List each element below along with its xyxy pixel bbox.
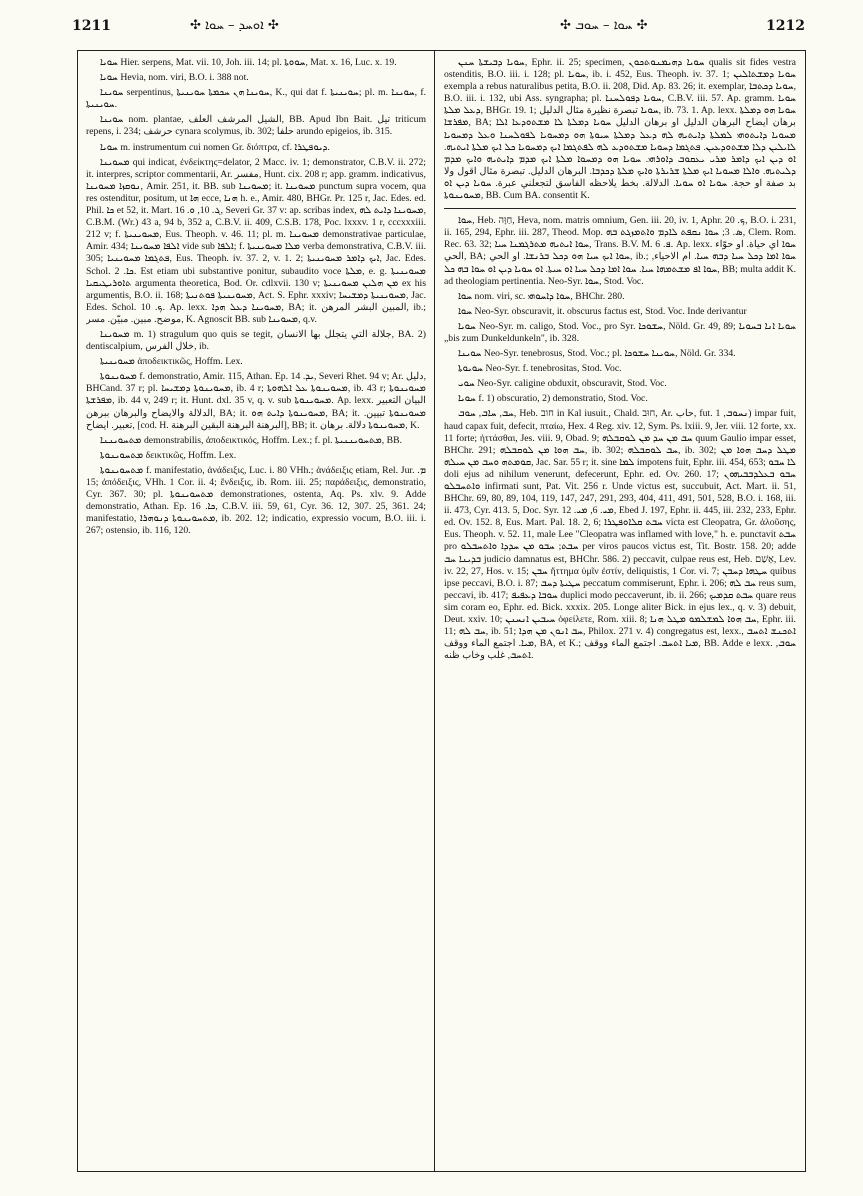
dictionary-entry: ܚܘܐ Neo-Syr. obscuravit, it. obscurus factus est, Stod. Voc. Inde derivantur (458, 305, 747, 317)
dictionary-entry: ܚܘܝܐ m. instrumentum cui nomen Gr. διόπτρα, cf. ܕܝܘܦܛܪܐ. (100, 141, 330, 153)
dictionary-entry: ܡܚܘܝܢܐ m. 1) stragulum quo quis se tegit, جلالة التي يتجلل بها الانسان, BA. 2) dentiscalpium, خلال الفرس, ib. (86, 328, 426, 353)
section-separator (444, 208, 796, 209)
dictionary-entry: ܡܬܚܘܝܢܢܐ demonstrabilis, ἀποδεικτικός, Hoffm. Lex.; f. pl. ܡܬܚܘܝܢܢܝܬܐ, BB. (100, 434, 402, 446)
running-head-right: ✣ ܚܘܐ – ܚܘܒ ✣ (560, 18, 648, 33)
dictionary-entry: ܚܘܝܐ ܕܒܝܫܬܐ ܚܢܢ, Ephr. ii. 25; specimen, ܚܘܝܐ ܕܗܝܡܢܘܬܟܘܢ qualis sit fides vestra ostenditis, B.O. iii. i. 128; pl. ܚܘܝܐ, ib. i. 452, Eus. Theoph. iv. 37. 1; ܚܘܝܐ ܕܡܫܬܐܠܝܢ exempla a rebus naturalibus petita, B.O. ii. 208, Did. Ap. 83. 26; it. exemplar, ܚܘܝܐ ܕܟܬܒܐ, B.O. iii. i. 132, ubi Ass. syngrapha; pl. ܚܘܝܐ ܕܦܘܠܚܢܐ, C.B.V. iii. 57. Ap. gramm. ܚܘܝܐ ܕܥܠ ܡܠܬܐ, BHGr. 19. 1; ܚܘܝܐ تبصرة نظيرة مثال الدليل, ib. 73. 1. Ap. lexx. ܚܘܝܐ ܗܘ ܕܡܠܬܐ ܡܦܪܫܐ, BA; برهان ايضاح البرهان الدليل او برهان الدليل ܚܘܝܐ ܕܡܠܬܐ ܠܐ ܡܫܬܘܕܥܐ ܐܠܐ ܡܚܘܝܐ ܕܐܝܬܘܗܝ ܠܡܠܬܐ ܕܐܝܬܝܗ ܠܗ ܕܥܠ ܕܡܠܬܐ ܚܝܘܬܐ ܗܘ ܕܡܚܘܝܐ ܠܦܘܠܚܢܐ ܘܥܠ ܕܡܚܘܝܐ ܠܐܝܠܝܢ ܕܠܐ ܡܫܬܘܕܥܝܢ. ܦܬܓܡܐ ܕܚܘܝܐ ܡܫܬܘܕܥ ܠܗ ܠܦܬܓܡܐ ܐܝܟ ܕܡܚܘܝܐ ܟܠ ܐܝܟ ܡܠܬܐ ܐܝܬܝܗ. ܐܘ ܕܝܢ ܐܝܟ ܕܐܡܪ ܡܪܝ ܝܥܩܘܒ ܕܐܘܪܗܝ. ܚܘܝܐ ܗܘ ܕܡܚܘܐ ܡܠܬܐ ܐܝܟ ܡܕܡ ܕܐܝܬܝܗ ܘܐܝܟ ܡܕܡ ܕܠܝܬܝܗ. ܘܐܠܐ ܡܚܘܝܐ ܐܝܟ ܡܠܬܐ ܫܪܝܪܬܐ ܘܐܝܟ ܡܠܬܐ ܕܟܕܒܐ. البرهان الدليل. تبصرة مثال اقول ولا بد صفة او حجة. ܚܘܝܐ ܐܘ ܚܘܝܐ. الدلالة. بخط يلاحظه الفاسق لتجعلني عبرة. ܚܘܝܐ ܕܝܢ ܐܘ ܡܚܘܝܢܘܬܐ, BB. Cum BA. consentit K. (444, 57, 796, 202)
dictionary-entry: ܚܘܝܢܐ nom. plantae, الشيل المرشف العلف, BB. Apud Ibn Bait. تيل triticum repens, i. 234; حرشف cynara scolymus, ib. 302; حلفا arundo epigeios, ib. 315. (86, 114, 426, 138)
dictionary-entry: ܚܘܝܢܐ Neo-Syr. tenebrosus, Stod. Voc.; pl. ܚܘܝܢܐ ܚܫܘܟܐ, Nöld. Gr. 334. (458, 348, 736, 360)
page-header (72, 18, 805, 40)
dictionary-entry: ܚܘܝܢܐ serpentinus, ܚܘܝܢܐ ܗܢ ܚܟܡܬܐ ܚܘܝܢܝܬܐ, K., qui dat f. ܚܘܝܢܝܬܐ; pl. m. ܚܘܝܢܐ, f. ܚܘܝܢܝܬܐ. (86, 87, 426, 111)
dictionary-entry: ܚܘܝܐ Neo-Syr. m. caligo, Stod. Voc., pro Syr. ܚܫܘܟܐ, Nöld. Gr. 49, 89; ܚܘܝܐ ܐܢܐ ܒܚܘܝܐ „bis zum Dunkeldunkeln", ib. 328. (444, 320, 796, 344)
dictionary-entry: ܡܚܘܝܢܐ qui indicat, ἐνδείκτης=delator, 2 Macc. iv. 1; demonstrator, C.B.V. ii. 272; it. interpres, scriptor commentarii, Ar. مفسر, Hunt. cix. 208 r; app. gramm. indicativus, ܢܘܩܙܐ ܡܚܘܝܢܐ, Amir. 251, it. BB. sub ܡܚܘܝܢܐ; it. ܡܚܘܝܢܐ punctum supra vocem, qua res ostenditur, positum, ut ܗܐ ecce, ܗܢܐ h. e., Amir. 480, BHGr. Pr. 125 r, Jac. Edes. ed. Phil. ܟܐ et 52, it. Mart. ܓ. 10, ܘ. 16, Severi Gr. 37 v: ap. scribas index, ܡܚܘܝܢܐ ܕܐܝܬ ܠܗ, C.B.M. (Wr.) 43 a, 94 b, 352 a, C.B.V. ii. 409, C.S.B. 178, Poc. lxxxv. 1 r, cccxxxiii. 212 v; f. ܡܚܘܝܢܝܬܐ, Eus. Theoph. v. 46. 11; pl. m. ܡܚܘܝܢܐ demonstrativae particulae, Amir. 434; ܐܠܦܐ ܡܚܘܝܢܐ vide sub ܐܠܦܐ; f. ܡܠܐ ܡܚܘܝܢܝܬܐ verba demonstrativa, C.B.V. iii. 305; ܦܬܓܡܐ ܡܚܘܝܢܝܐ, Eus. Theoph. iv. 37. 2, v. 1. 2; ܐܝܟ ܕܐܡܪ ܡܚܘܝܢܝܬܐ, Jac. Edes. Schol. ܟܐ. 2. Est etiam ubi substantive ponitur, subaudito voce ܡܠܬܐ, e. g. ܡܚܘܝܢܝܬܐ ܬܐܘܪܝܛܝܩܝܐ argumenta theoretica, Bod. Or. cdlxvii. 130 v; ܡܢ ܗܠܝܢ ܡܚܘܝܢܝܬܐ ex his argumentis, B.O. ii. 168; ܡܚܘܝܢܝܬܐ ܦܘܬܢܝܬܐ, Act. S. Ephr. xxxiv; ܡܚܘܝܢܝܬܐ ܕܡܫܝܚܐ, Jac. Edes. Schol. ܟ. 10. Ap. lexx. ܡܚܘܝܢܐ ܕܥܠ ܗܕܐ, BA; it. المبين البشر المرهن, ib.; موضح. مبين. مبيّن. مسر, K. Agnoscit BB. sub ܡܚܘܝܢܐ, q.v. (86, 156, 426, 325)
dictionary-entry: ܚܘܝܐ Hier. serpens, Mat. vii. 10, Joh. iii. 14; pl. ܚܘܘܬܐ, Mat. x. 16, Luc. x. 19. (100, 57, 397, 68)
dictionary-entry: ܚܘܐ nom. viri, sc. ܚܘܐ ܕܐܚܘܗܝ, BHChr. 280. (458, 290, 625, 302)
dictionary-entry: ܚܘܝܐ Hevia, nom. viri, B.O. i. 388 not. (100, 72, 249, 84)
left-column (86, 57, 426, 1165)
column-divider (434, 51, 435, 1171)
page-number-left: 1211 (72, 18, 111, 34)
dictionary-entry: ܚܘܝ Neo-Syr. caligine obduxit, obscuravit, Stod. Voc. (458, 378, 667, 390)
dictionary-entry: ܚܒ, ܚܐܒ, ܚܘܒ, Heb. חוב in Kal iusuit., Chald. חוּב, Ar. حاب, fut. ܢܚܘܒ, 1) impar fuit, haud capax fuit, defecit, πταίω, Hex. 4 Reg. xiv. 12, Sym. Ps. lxiii. 9, Jer. viii. 12 forte, xx. 11 forte; ἡττάσθαι, Jes. viii. 9, Obad. 9; ܚܒ ܡܢ ܚܕ ܡܢ ܠܘܩܒܠܗ quum Gaulio impar esset, BHChr. 291; ܚܒ ܗܘܐ ܡܢ ܠܘܩܒܠܗ, ib. 302; ܚܒ ܠܘܩܒܠܗ, ib. 302; ܡܛܠ ܕܚܒ ܗܘܐ ܡܢ ܩܘܡܬܗ ܘܚܒ ܡܢ ܚܝܠܗ, Jac. Sar. 55 r; it. sine ܠܡܐ impotens fuit, Ephr. iii. 454, 653; ܠܐ ܚܒܘ doli ejus ad nihilum venerunt, defecerunt, Ephr. ed. Ov. 260. 17; ܚܒܘ ܒܥܠܕܒܒܝܗܘܢ ܘܐܬܚܒܠܘ infirmati sunt, Pat. Vit. 256 r. Unde victus est, succubuit, Act. Mart. ii. 51, BHChr. 69, 80, 89, 104, 119, 147, 247, 291, 293, 404, 411, 491, 501, 528, B.O. i. 168, iii. ii. 473, Cyr. 413. 5, Doc. Syr. ܡܝ. 6, ܡܝ. 12, Ebed J. 197, Ephr. ii. 445, iii. 232, 233, Ephr. ed. Ov. 152. 8, Eus. Mart. Pal. 18. 2, 6; ܚܒܬ ܩܠܐܘܦܛܪܐ victa est Cleopatra, Gr. ἁλοῦσης, Eus. Theoph. v. 52. 11, male Lee "Cleopatra was inflamed with love," h. e. punctavit ܚܒܬ pro ܚܒܬ; ܚܒܘ ܡܢ ܚܕܕܐ ܘܐܬܚܒܠܘ per viros paucos victus est, Tit. Bostr. 158. 20; adde ܒܕܝܢܐ ܚܒ judicio damnatus est, BHChr. 586. 2) peccavit, culpae reus est, Heb. אָשַׁם, Lev. iv. 22, 27, Hos. v. 15; ܚܒܢ ἥττημα ὑμῖν ἐστίν, deliquistis, 1 Cor. vi. 7; ܚܛܗܐ ܕܚܒܢ quibus ipse peccavi, B.O. i. 87; ܚܛܝܬܐ ܕܚܒ peccatum commiserunt, Ephr. i. 206; ܚܒ ܠܗ reus sum, peccavi, ib. 417; ܚܘܒܐ ܕܥܦܝܦ duplici modo peccaverunt, ib. ii. 266; ܚܒܬ ܩܕܡܝܟ quare reus sim coram eo, Ephr. ed. Bick. xxxix. 205. Longe aliter Bick. in ejus lex., q. v. 3) debuit, Deut. xxiv. 10; ܚܝܒܝܢ ܐܢܚܢܢ ὀφείλετε, Rom. xiii. 8; ܚܒ ܗܘܐ ܠܡܫܠܡܘ ܡܛܠ ܗܢܐ, Ephr. iii. 11; ܚܒ ܠܗ, ib. 51; ܚܒ ܐܢܘܢ ܡܢ ܗܕܐ, Philox. 271 v. 4) congregatus est, lexx., ܐܬܟܢܫ ܐܬܚܒ ܡܝܐ. اجتمع الماء ووقف, BA, et K.; ܡܝܐ ܐܬܚܒ. اجتمع الماء ووقف, BB. Adde e lexx. ܚܘܒ, ܐܬܚܒ, غلب وخاب ظنه. (444, 408, 796, 662)
dictionary-entry: ܚܘܝܘܬܐ Neo-Syr. f. tenebrositas, Stod. Voc. (458, 363, 622, 375)
dictionary-entry: ܡܬܚܘܝܢܘܬܐ δεικτικῶς, Hoffm. Lex. (100, 449, 237, 461)
dictionary-entry: ܡܚܘܝܢܝܬܐ ἀποδεικτικῶς, Hoffm. Lex. (100, 356, 243, 368)
dictionary-entry: ܚܘܝܐ f. 1) obscuratio, 2) demonstratio, Stod. Voc. (458, 393, 648, 405)
page-number-right: 1212 (766, 18, 805, 34)
right-column (444, 57, 796, 1165)
dictionary-entry: ܡܚܘܝܢܘܬܐ f. demonstratio, Amir. 115, Athan. Ep. ܝܕ. 14, Severi Rhet. 94 v; Ar. دليل, BHCand. 37 r; pl. ܡܚܘܝܢܘܬܐ ܕܡܫܝܚܐ, ib. 4 r; ܡܚܘܝܢܘܬܐ ܥܠ ܐܠܗܘܬܐ, ib. 43 r; ܡܚܘܝܢܘܬܐ ܡܦܪܫܬܐ, ib. 44 v, 249 r; it. Hunt. dxl. 35 v, q. v. sub ܡܚܘܝܢܘܬܐ. Ap. lexx. البيان التعبير الدلالة والايضاح والبرهان ببرهن, BA; it. ܡܚܘܝܢܘܬܐ ܕܐܝܬ ܗܘ, BA; it. ܡܚܘܝܢܘܬܐ تبيين. تعبير. ايضاح, [cod. H. البرهنة البرهنة البقين البرهنة], BB; it. ܡܚܘܝܢܘܬܐ دلالة. برهان, K. (86, 371, 426, 431)
text-frame (77, 50, 806, 1172)
dictionary-entry: ܡܬܚܘܝܢܘܬܐ f. manifestatio, ἀνάδειξις, Luc. i. 80 VHh.; ἀνάδειξις etiam, Rel. Jur. ܡ. 15; ἀπόδειξις, VHh. 1 Cor. ii. 4; ἔνδειξις, ib. Rom. iii. 25; παράδειξις, demonstratio, Cyr. 367. 30; pl. ܡܬܚܘܝܢܘܬܐ demonstrationes, ostenta, Aq. Ps. xlv. 9. Adde demonstratio, Athan. Ep. ܟܐ. 16, C.B.V. iii. 59, 61, Cyr. 36. 12, 307. 25, 361. 24; manifestatio, ܡܬܚܘܝܢܘܬܐ ܕܢܘܗܪܐ, ib. 202. 12; indicatio, expressio vocum, B.O. iii. i. 267; ostensio, ib. 116, 120. (86, 464, 426, 537)
running-head-left: ✣ ܐܘܚܕ – ܚܘܐ ✣ (190, 18, 279, 33)
dictionary-entry: ܚܘܐ, Heb. חַוָּה, Heva, nom. matris omnium, Gen. iii. 20, iv. 1, Aphr. ܟ. 20, B.O. i. 231, ii. 165, 294, Ephr. iii. 287, Theod. Mop. ܣ. 3; ܚܘܐ ܢܩܦܬ ܠܐܕܡ ܘܐܬܡܙܓܬ ܒܗ, Clem. Rom. Rec. 63. 32; ܚܘܐ ܐܝܬܝܗ ܡܬܪܓܡܢܐ ܚܝܐ, Trans. B.V. M. ܦ. 6. Ap. lexx. ܚܘܐ اي حياة. او حوّاء الحي, BA; ܚܘܐ ܐܝܟ ܚܝܐ ܗܘ ܕܟܠ ܒܪܢܫܐ. او الحي, ib.; ܚܘܐ ܐܡܐ ܕܟܠ ܚܝܐ ܕܒܗ ܚܝܐ. ام الاحياء, ܚܘܐ ܐܦ ܡܫܬܡܗܐ ܚܝܐ. ܚܘܐ ܐܡܐ ܕܟܠ ܚܝܐ ܐܘ ܚܝܬܐ. ܐܘ ܚܘܝܐ ܕܝܢ ܐܘ ܚܘܐ ܒܗ ܟܠ, BB; multa addit K. ad theologiam pertinentia. Neo-Syr. ܚܘܐ, Stod. Voc. (444, 215, 796, 287)
